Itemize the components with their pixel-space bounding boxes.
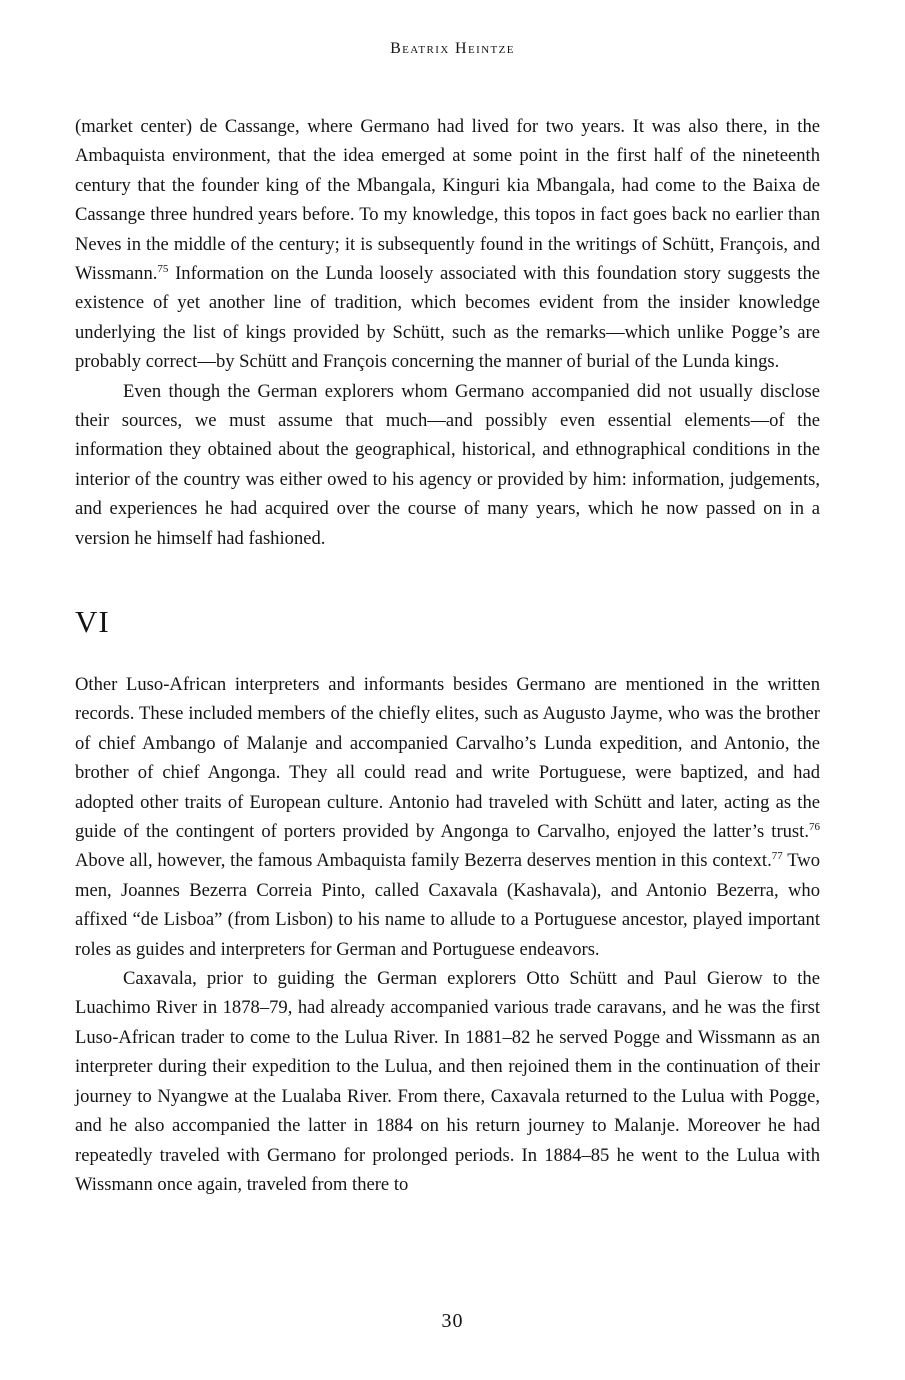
paragraph-text: Information on the Lunda loosely associated with this foundation story suggests the existence of yet another line of tradition, which becomes evident from the insider knowledge underlying the list of kings provided by Schütt, such as the remarks—which unlike Pogge’s are probably correct—by Schütt and François concerning the manner of burial of the Lunda kings.	[75, 263, 820, 373]
running-head: Beatrix Heintze	[390, 40, 515, 57]
footnote-ref: 75	[157, 263, 169, 276]
paragraph: Caxavala, prior to guiding the German explorers Otto Schütt and Paul Gierow to the Luachimo River in 1878–79, had already accompanied various trade caravans, and he was the first Luso-African trader to come to the Lulua River. In 1881–82 he served Pogge and Wissmann as an interpreter during their expedition to the Lulua, and then rejoined them in the continuation of their journey to Nyangwe at the Lualaba River. From there, Caxavala returned to the Lulua with Pogge, and he also accompanied the latter in 1884 on his return journey to Malanje. Moreover he had repeatedly traveled with Germano for prolonged periods. In 1884–85 he went to the Lulua with Wissmann once again, traveled from there to	[75, 968, 820, 1195]
paragraph: Even though the German explorers whom Germano accompanied did not usually disclose their sources, we must assume that much—and possibly even essential elements—of the information they obtained about the geographical, historical, and ethnographical conditions in the interior of the country was either owed to his agency or provided by him: information, judgements, and experiences he had acquired over the course of many years, which he now passed on in a version he himself had fashioned.	[75, 380, 820, 549]
page-number: 30	[441, 1310, 464, 1332]
paragraph-text: Other Luso-African interpreters and informants besides Germano are mentioned in the written records. These included members of the chiefly elites, such as Augusto Jayme, who was the brother of chief Ambango of Malanje and accompanied Carvalho’s Lunda expedition, and Antonio, the brother of chief Angonga. They all could read and write Portuguese, were baptized, and had adopted other traits of European culture. Antonio had traveled with Schütt and later, acting as the guide of the contingent of porters provided by Angonga to Carvalho, enjoyed the latter’s trust.	[75, 674, 820, 843]
section-heading: VI	[75, 604, 110, 639]
paragraph-text: (market center) de Cassange, where Germano had lived for two years. It was also there, in the Ambaquista environment, that the idea emerged at some point in the first half of the nineteenth century that the founder king of the Mbangala, Kinguri kia Mbangala, had come to the Baixa de Cassange three hundred years before. To my knowledge, this topos in fact goes back no earlier than Neves in the middle of the century; it is subsequently found in the writings of Schütt, François, and Wissmann.	[75, 116, 820, 285]
paragraph-text: Above all, however, the famous Ambaquista family Bezerra deserves mention in this context.	[75, 850, 772, 872]
footnote-ref: 77	[771, 850, 783, 863]
text-block-upper	[75, 112, 820, 553]
footnote-ref: 76	[809, 821, 820, 834]
text-block-lower	[75, 670, 820, 1199]
paragraph	[75, 670, 820, 964]
paragraph	[75, 112, 820, 377]
paragraph-text: Two men, Joannes Bezerra Correia Pinto, called Caxavala (Kashavala), and Antonio Bezerra, who affixed “de Lisboa” (from Lisbon) to his name to allude to a Portuguese ancestor, played important roles as guides and interpreters for German and Portuguese endeavors.	[75, 850, 820, 960]
